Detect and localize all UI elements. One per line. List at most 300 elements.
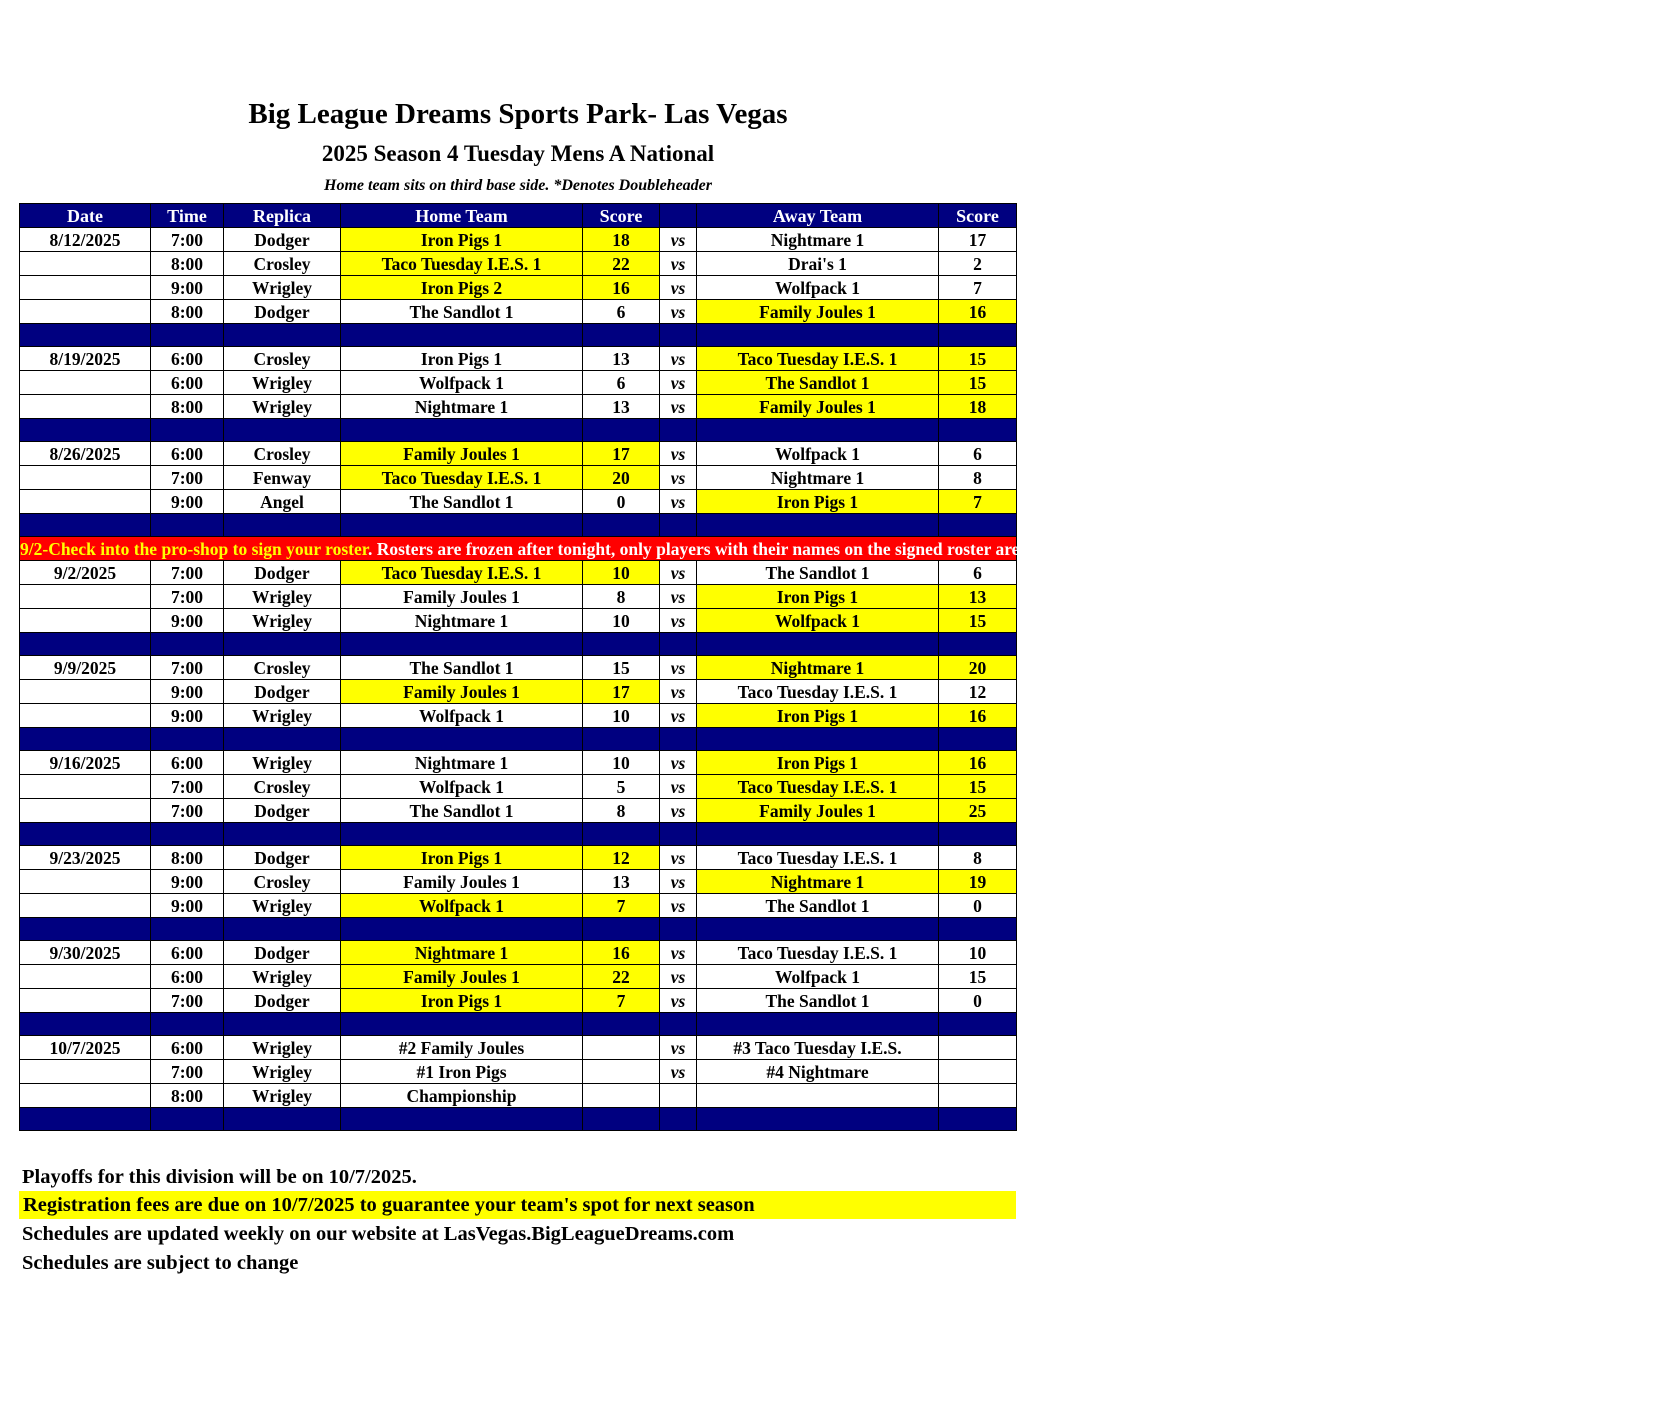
game-time: 7:00 (151, 1060, 224, 1084)
away-score: 10 (939, 941, 1017, 965)
game-field: Wrigley (224, 371, 341, 395)
separator-cell (660, 419, 697, 442)
header-row (20, 204, 1017, 228)
separator-row (20, 633, 1017, 656)
away-team: Family Joules 1 (697, 799, 939, 823)
vs-label: vs (660, 561, 697, 585)
away-score: 16 (939, 300, 1017, 324)
vs-label: vs (660, 228, 697, 252)
separator-cell (341, 324, 583, 347)
away-score (939, 1036, 1017, 1060)
roster-notice-row (20, 537, 1017, 561)
separator-cell (697, 918, 939, 941)
home-team: Family Joules 1 (341, 870, 583, 894)
game-date (20, 680, 151, 704)
game-row (20, 276, 1017, 300)
page-title: Big League Dreams Sports Park- Las Vegas (248, 98, 788, 130)
vs-label: vs (660, 775, 697, 799)
separator-row (20, 1013, 1017, 1036)
away-team: Iron Pigs 1 (697, 751, 939, 775)
game-field: Crosley (224, 252, 341, 276)
game-time: 9:00 (151, 680, 224, 704)
separator-cell (939, 1108, 1017, 1131)
vs-label: vs (660, 609, 697, 633)
home-score: 0 (583, 490, 660, 514)
game-time: 6:00 (151, 941, 224, 965)
separator-cell (20, 1013, 151, 1036)
vs-label (660, 1084, 697, 1108)
separator-cell (939, 633, 1017, 656)
away-team (697, 1084, 939, 1108)
separator-cell (697, 419, 939, 442)
home-team: The Sandlot 1 (341, 656, 583, 680)
game-date (20, 965, 151, 989)
home-score: 13 (583, 395, 660, 419)
separator-cell (939, 514, 1017, 537)
separator-cell (151, 918, 224, 941)
game-row (20, 490, 1017, 514)
game-time: 9:00 (151, 276, 224, 300)
vs-label: vs (660, 466, 697, 490)
game-date: 9/30/2025 (20, 941, 151, 965)
game-time: 8:00 (151, 395, 224, 419)
away-score: 13 (939, 585, 1017, 609)
game-date (20, 704, 151, 728)
game-date: 9/9/2025 (20, 656, 151, 680)
away-score (939, 1060, 1017, 1084)
game-row (20, 1060, 1017, 1084)
separator-cell (583, 419, 660, 442)
away-team: Taco Tuesday I.E.S. 1 (697, 846, 939, 870)
game-date (20, 490, 151, 514)
separator-cell (151, 1013, 224, 1036)
away-team: Iron Pigs 1 (697, 704, 939, 728)
away-score: 8 (939, 846, 1017, 870)
away-team: Wolfpack 1 (697, 442, 939, 466)
away-score: 16 (939, 751, 1017, 775)
game-field: Dodger (224, 680, 341, 704)
away-team: Iron Pigs 1 (697, 585, 939, 609)
home-team: Iron Pigs 2 (341, 276, 583, 300)
home-team: The Sandlot 1 (341, 300, 583, 324)
separator-cell (697, 1013, 939, 1036)
home-score: 13 (583, 870, 660, 894)
away-team: Nightmare 1 (697, 228, 939, 252)
home-score: 18 (583, 228, 660, 252)
away-team: Nightmare 1 (697, 656, 939, 680)
home-team: Iron Pigs 1 (341, 347, 583, 371)
vs-label: vs (660, 1036, 697, 1060)
home-team: Family Joules 1 (341, 680, 583, 704)
separator-cell (939, 1013, 1017, 1036)
vs-label: vs (660, 347, 697, 371)
separator-cell (224, 324, 341, 347)
away-team: The Sandlot 1 (697, 989, 939, 1013)
separator-cell (697, 514, 939, 537)
away-score (939, 1084, 1017, 1108)
game-row (20, 751, 1017, 775)
separator-cell (660, 633, 697, 656)
separator-row (20, 918, 1017, 941)
separator-row (20, 823, 1017, 846)
separator-row (20, 728, 1017, 751)
vs-label: vs (660, 751, 697, 775)
game-field: Crosley (224, 870, 341, 894)
game-time: 7:00 (151, 656, 224, 680)
separator-cell (20, 1108, 151, 1131)
game-field: Wrigley (224, 585, 341, 609)
separator-cell (583, 633, 660, 656)
game-date (20, 371, 151, 395)
game-date (20, 894, 151, 918)
separator-cell (341, 419, 583, 442)
game-field: Wrigley (224, 894, 341, 918)
schedule-body (20, 228, 1658, 1131)
game-date (20, 1060, 151, 1084)
away-score: 19 (939, 870, 1017, 894)
separator-cell (151, 419, 224, 442)
away-team: The Sandlot 1 (697, 561, 939, 585)
vs-label: vs (660, 252, 697, 276)
game-field: Wrigley (224, 751, 341, 775)
game-time: 9:00 (151, 609, 224, 633)
away-score: 2 (939, 252, 1017, 276)
game-date (20, 252, 151, 276)
game-date: 9/16/2025 (20, 751, 151, 775)
separator-cell (224, 514, 341, 537)
home-team: Nightmare 1 (341, 609, 583, 633)
game-row (20, 775, 1017, 799)
away-team: Taco Tuesday I.E.S. 1 (697, 941, 939, 965)
registration-note: Registration fees are due on 10/7/2025 to guarantee your team's spot for next season (19, 1191, 1016, 1219)
separator-cell (341, 918, 583, 941)
away-team: Wolfpack 1 (697, 609, 939, 633)
vs-label: vs (660, 941, 697, 965)
separator-cell (151, 728, 224, 751)
game-time: 9:00 (151, 870, 224, 894)
separator-cell (224, 823, 341, 846)
home-score: 16 (583, 276, 660, 300)
home-score: 6 (583, 300, 660, 324)
separator-cell (224, 419, 341, 442)
game-row (20, 965, 1017, 989)
game-field: Crosley (224, 775, 341, 799)
home-score: 6 (583, 371, 660, 395)
away-team: The Sandlot 1 (697, 371, 939, 395)
col-home-team-header: Home Team (341, 204, 583, 228)
game-date (20, 300, 151, 324)
separator-cell (224, 1108, 341, 1131)
separator-cell (697, 1108, 939, 1131)
home-score: 10 (583, 704, 660, 728)
home-team: Family Joules 1 (341, 965, 583, 989)
vs-label: vs (660, 680, 697, 704)
separator-cell (341, 823, 583, 846)
game-row (20, 680, 1017, 704)
separator-cell (697, 728, 939, 751)
game-field: Wrigley (224, 1060, 341, 1084)
home-team: Taco Tuesday I.E.S. 1 (341, 561, 583, 585)
separator-cell (697, 823, 939, 846)
away-team: Family Joules 1 (697, 395, 939, 419)
game-time: 7:00 (151, 585, 224, 609)
home-team: Iron Pigs 1 (341, 989, 583, 1013)
game-time: 6:00 (151, 371, 224, 395)
separator-cell (660, 1108, 697, 1131)
game-field: Crosley (224, 442, 341, 466)
game-time: 6:00 (151, 965, 224, 989)
game-date (20, 276, 151, 300)
away-team: Taco Tuesday I.E.S. 1 (697, 775, 939, 799)
vs-label: vs (660, 846, 697, 870)
separator-row (20, 419, 1017, 442)
game-time: 7:00 (151, 799, 224, 823)
vs-label: vs (660, 656, 697, 680)
game-date: 8/12/2025 (20, 228, 151, 252)
col-vs-header (660, 204, 697, 228)
separator-cell (939, 728, 1017, 751)
game-time: 7:00 (151, 228, 224, 252)
home-team: Nightmare 1 (341, 395, 583, 419)
game-field: Wrigley (224, 965, 341, 989)
game-field: Dodger (224, 989, 341, 1013)
separator-cell (939, 918, 1017, 941)
game-row (20, 300, 1017, 324)
separator-cell (341, 1108, 583, 1131)
away-score: 8 (939, 466, 1017, 490)
away-score: 15 (939, 371, 1017, 395)
away-team: Wolfpack 1 (697, 276, 939, 300)
home-team: Taco Tuesday I.E.S. 1 (341, 252, 583, 276)
game-row (20, 870, 1017, 894)
game-row (20, 704, 1017, 728)
col-home-score-header: Score (583, 204, 660, 228)
away-score: 7 (939, 490, 1017, 514)
game-time: 8:00 (151, 1084, 224, 1108)
home-team: #2 Family Joules (341, 1036, 583, 1060)
game-row (20, 347, 1017, 371)
home-team: Taco Tuesday I.E.S. 1 (341, 466, 583, 490)
game-time: 8:00 (151, 300, 224, 324)
home-score: 10 (583, 751, 660, 775)
game-time: 6:00 (151, 442, 224, 466)
game-field: Fenway (224, 466, 341, 490)
vs-label: vs (660, 1060, 697, 1084)
game-row (20, 252, 1017, 276)
game-field: Dodger (224, 799, 341, 823)
game-time: 9:00 (151, 490, 224, 514)
separator-cell (583, 1013, 660, 1036)
away-score: 6 (939, 442, 1017, 466)
vs-label: vs (660, 395, 697, 419)
away-team: #4 Nightmare (697, 1060, 939, 1084)
col-time-header: Time (151, 204, 224, 228)
game-field: Dodger (224, 941, 341, 965)
home-team: Nightmare 1 (341, 941, 583, 965)
subject-to-change-note: Schedules are subject to change (22, 1252, 299, 1274)
game-date (20, 989, 151, 1013)
home-team: Wolfpack 1 (341, 894, 583, 918)
separator-cell (20, 633, 151, 656)
home-team: Wolfpack 1 (341, 775, 583, 799)
home-score: 8 (583, 799, 660, 823)
game-time: 7:00 (151, 466, 224, 490)
separator-cell (341, 1013, 583, 1036)
separator-cell (341, 633, 583, 656)
game-time: 6:00 (151, 347, 224, 371)
home-score: 7 (583, 894, 660, 918)
game-date: 10/7/2025 (20, 1036, 151, 1060)
col-date-header: Date (20, 204, 151, 228)
away-score: 6 (939, 561, 1017, 585)
playoffs-note: Playoffs for this division will be on 10/7/2025. (22, 1166, 417, 1188)
game-field: Wrigley (224, 609, 341, 633)
game-time: 6:00 (151, 751, 224, 775)
game-date (20, 585, 151, 609)
away-team: Taco Tuesday I.E.S. 1 (697, 680, 939, 704)
separator-cell (583, 728, 660, 751)
game-row (20, 561, 1017, 585)
home-team: Family Joules 1 (341, 585, 583, 609)
separator-cell (583, 514, 660, 537)
roster-notice-text: . Rosters are frozen after tonight, only players with their names on the signed roster are eligible for playoffs. Please check carefully as changes will not be made for omissions. (367, 538, 1658, 559)
page-subtitle: 2025 Season 4 Tuesday Mens A National (321, 141, 715, 166)
home-team: Championship (341, 1084, 583, 1108)
vs-label: vs (660, 870, 697, 894)
away-team: Family Joules 1 (697, 300, 939, 324)
home-score: 17 (583, 442, 660, 466)
home-score: 22 (583, 965, 660, 989)
game-row (20, 466, 1017, 490)
game-time: 7:00 (151, 989, 224, 1013)
game-field: Angel (224, 490, 341, 514)
separator-row (20, 324, 1017, 347)
separator-cell (341, 514, 583, 537)
separator-cell (939, 324, 1017, 347)
game-field: Wrigley (224, 395, 341, 419)
schedule-note: Home team sits on third base side. *Denotes Doubleheader (324, 177, 712, 194)
vs-label: vs (660, 276, 697, 300)
game-row (20, 585, 1017, 609)
game-time: 8:00 (151, 252, 224, 276)
away-score: 7 (939, 276, 1017, 300)
vs-label: vs (660, 371, 697, 395)
game-row (20, 609, 1017, 633)
game-date (20, 799, 151, 823)
separator-cell (660, 324, 697, 347)
game-time: 8:00 (151, 846, 224, 870)
separator-cell (20, 514, 151, 537)
separator-cell (151, 514, 224, 537)
game-row (20, 228, 1017, 252)
separator-cell (151, 1108, 224, 1131)
game-time: 9:00 (151, 704, 224, 728)
home-team: Family Joules 1 (341, 442, 583, 466)
game-row (20, 989, 1017, 1013)
game-row (20, 941, 1017, 965)
game-date (20, 775, 151, 799)
game-date (20, 609, 151, 633)
home-team: Iron Pigs 1 (341, 228, 583, 252)
game-time: 7:00 (151, 561, 224, 585)
away-team: #3 Taco Tuesday I.E.S. (697, 1036, 939, 1060)
home-team: Wolfpack 1 (341, 371, 583, 395)
home-score (583, 1060, 660, 1084)
away-score: 25 (939, 799, 1017, 823)
game-row (20, 656, 1017, 680)
home-score: 7 (583, 989, 660, 1013)
game-row (20, 395, 1017, 419)
vs-label: vs (660, 704, 697, 728)
game-date: 8/19/2025 (20, 347, 151, 371)
game-row (20, 1036, 1017, 1060)
home-team: Nightmare 1 (341, 751, 583, 775)
game-row (20, 894, 1017, 918)
away-score: 15 (939, 609, 1017, 633)
vs-label: vs (660, 300, 697, 324)
col-replica-header: Replica (224, 204, 341, 228)
separator-cell (341, 728, 583, 751)
game-row (20, 799, 1017, 823)
home-score: 10 (583, 561, 660, 585)
separator-cell (20, 728, 151, 751)
away-score: 15 (939, 347, 1017, 371)
roster-notice-highlight: 9/2-Check into the pro-shop to sign your roster (20, 538, 368, 559)
home-team: Wolfpack 1 (341, 704, 583, 728)
separator-cell (939, 419, 1017, 442)
separator-cell (20, 419, 151, 442)
away-team: Taco Tuesday I.E.S. 1 (697, 347, 939, 371)
game-time: 6:00 (151, 1036, 224, 1060)
home-score: 13 (583, 347, 660, 371)
vs-label: vs (660, 799, 697, 823)
game-field: Dodger (224, 846, 341, 870)
away-team: The Sandlot 1 (697, 894, 939, 918)
home-team: The Sandlot 1 (341, 490, 583, 514)
away-score: 15 (939, 775, 1017, 799)
away-score: 18 (939, 395, 1017, 419)
game-date: 9/23/2025 (20, 846, 151, 870)
game-row (20, 1084, 1017, 1108)
game-time: 9:00 (151, 894, 224, 918)
separator-row (20, 1108, 1017, 1131)
game-field: Dodger (224, 228, 341, 252)
separator-cell (20, 823, 151, 846)
game-date (20, 395, 151, 419)
separator-cell (20, 918, 151, 941)
game-row (20, 442, 1017, 466)
game-date: 9/2/2025 (20, 561, 151, 585)
website-note: Schedules are updated weekly on our website at LasVegas.BigLeagueDreams.com (22, 1223, 735, 1245)
vs-label: vs (660, 894, 697, 918)
separator-cell (697, 633, 939, 656)
home-team: #1 Iron Pigs (341, 1060, 583, 1084)
vs-label: vs (660, 965, 697, 989)
separator-cell (224, 728, 341, 751)
separator-row (20, 514, 1017, 537)
game-field: Crosley (224, 656, 341, 680)
home-score: 8 (583, 585, 660, 609)
vs-label: vs (660, 490, 697, 514)
vs-label: vs (660, 442, 697, 466)
game-field: Wrigley (224, 704, 341, 728)
separator-cell (660, 1013, 697, 1036)
game-field: Wrigley (224, 276, 341, 300)
separator-cell (583, 918, 660, 941)
game-date (20, 1084, 151, 1108)
game-field: Crosley (224, 347, 341, 371)
separator-cell (224, 633, 341, 656)
